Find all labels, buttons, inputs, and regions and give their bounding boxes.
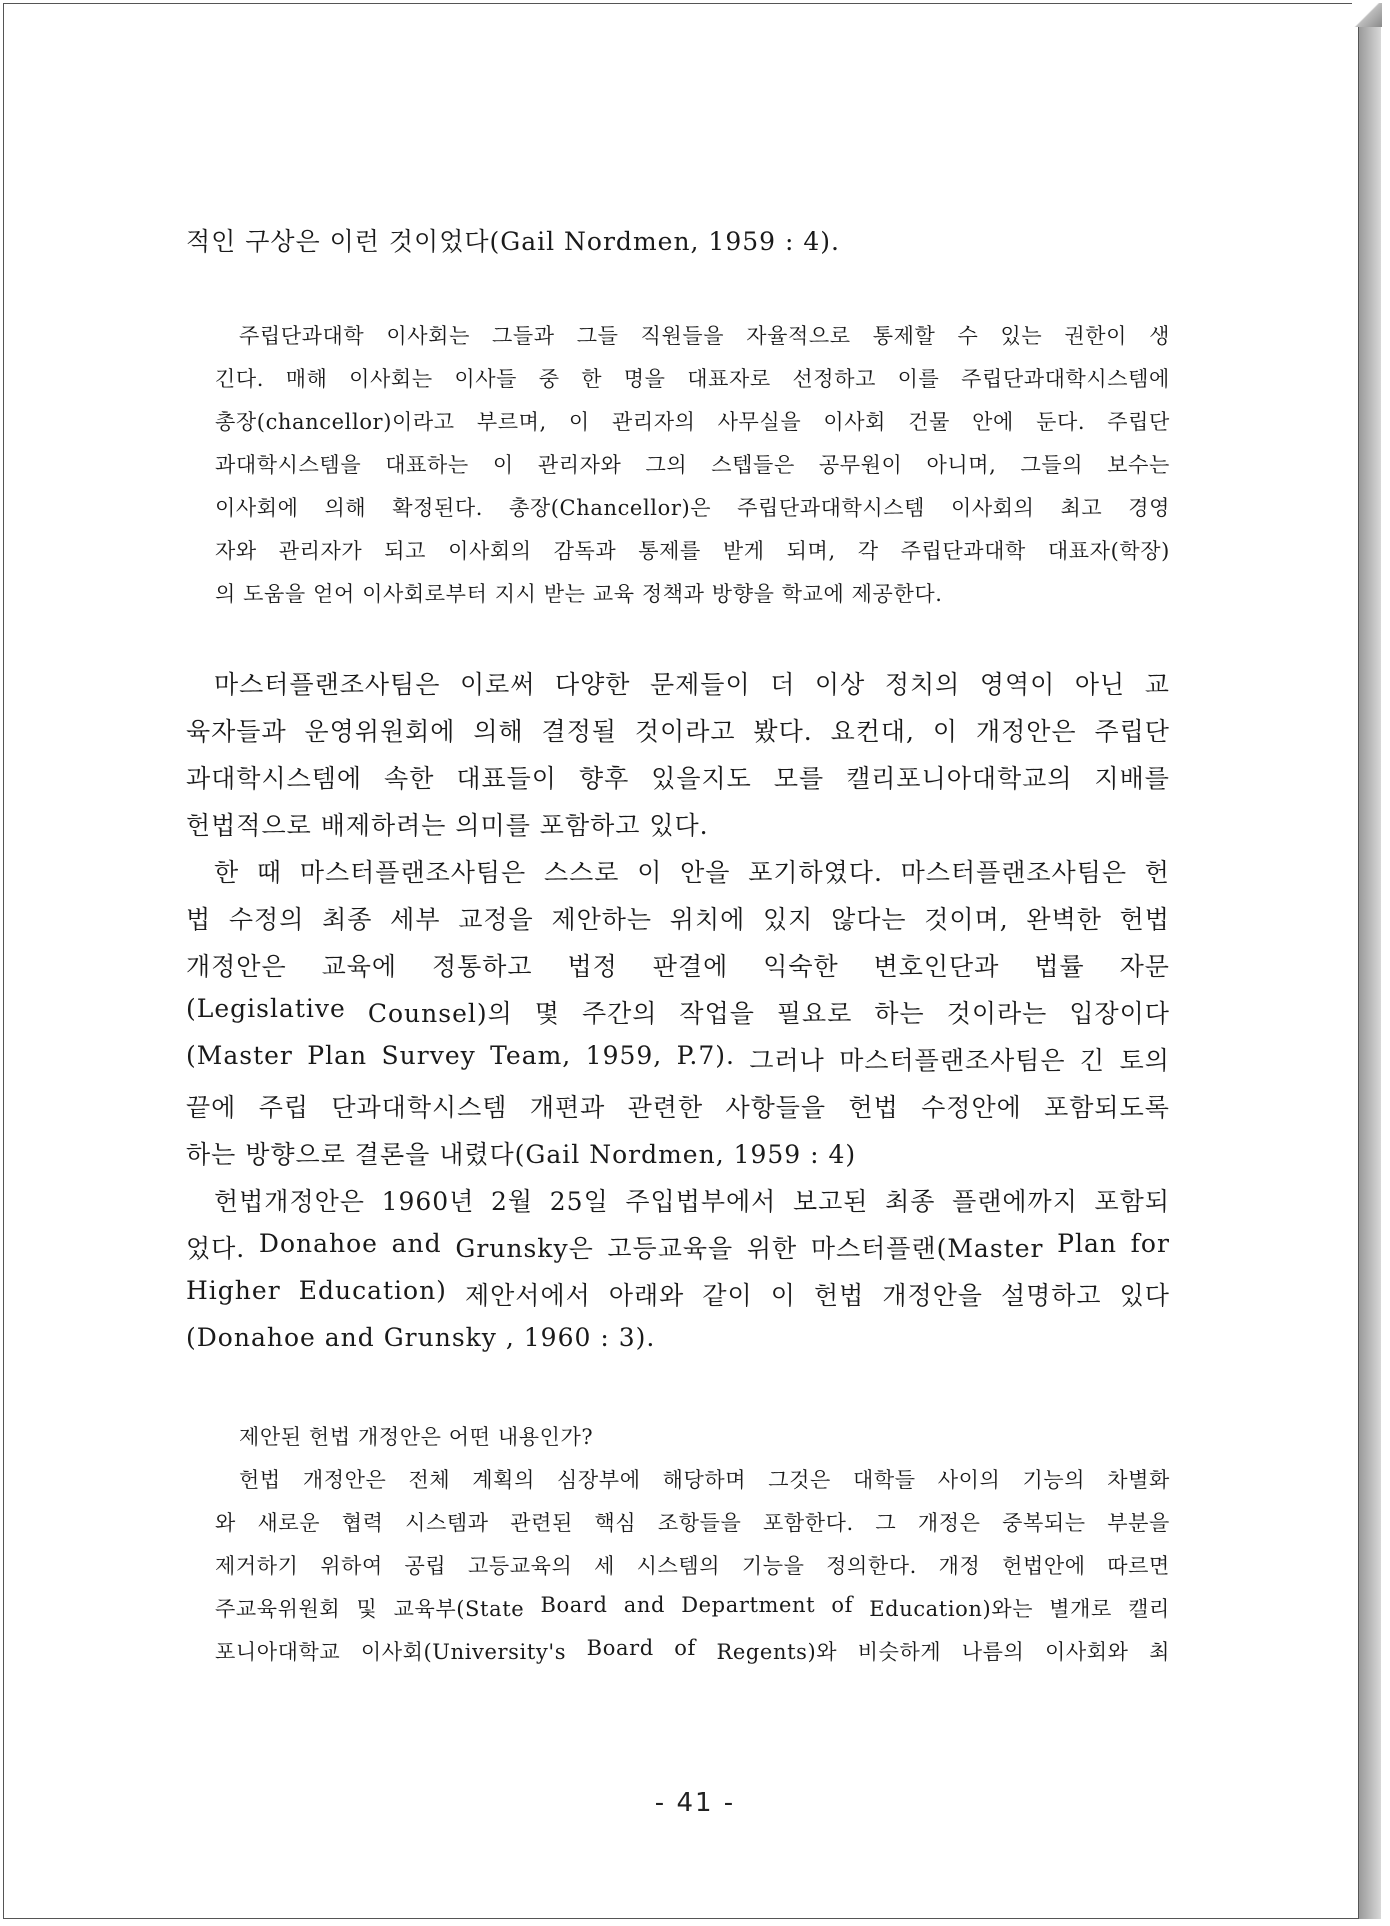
word: 계획의 bbox=[472, 1468, 535, 1492]
word: 포니아대학교 bbox=[215, 1640, 341, 1664]
word: Department bbox=[681, 1593, 816, 1617]
word: 결정될 bbox=[541, 717, 617, 746]
word: 마스터플랜조사팀은 bbox=[900, 858, 1128, 887]
word: Plan bbox=[1057, 1229, 1117, 1258]
word: and bbox=[623, 1593, 666, 1617]
word: 최고 bbox=[1060, 496, 1103, 520]
word: 것이라는 bbox=[946, 999, 1048, 1028]
word: 주립단 bbox=[1094, 717, 1170, 746]
word: 자와 bbox=[215, 539, 257, 563]
word: 영역이 bbox=[979, 670, 1056, 699]
word: 통제할 bbox=[872, 324, 936, 348]
word: 문제들이 bbox=[650, 670, 751, 699]
word: 작업을 bbox=[679, 999, 755, 1028]
word: 관리자와 bbox=[537, 453, 622, 477]
word: 포함한다. bbox=[762, 1511, 854, 1535]
word: 포함되도록 bbox=[1044, 1093, 1170, 1122]
word: 주립단과대학시스템에 bbox=[961, 367, 1170, 391]
word: 시스템과 bbox=[405, 1511, 489, 1535]
word: 이로써 bbox=[459, 670, 536, 699]
word: 매해 bbox=[285, 367, 328, 391]
word: 법정 bbox=[567, 952, 618, 981]
word: 하는 bbox=[874, 999, 925, 1028]
word: 위한 bbox=[746, 1234, 798, 1263]
word: 마스터플랜조사팀은 bbox=[299, 858, 527, 887]
word: 설명하고 bbox=[1000, 1281, 1102, 1310]
word: 위치에 bbox=[669, 905, 746, 934]
word: 교 bbox=[1144, 670, 1170, 699]
word: 스텝들은 bbox=[711, 453, 795, 477]
word: 나름의 bbox=[961, 1640, 1025, 1664]
word: 이사회는 bbox=[349, 367, 433, 391]
word: 플랜에까지 bbox=[952, 1187, 1078, 1216]
word: 이 bbox=[637, 858, 663, 887]
body-line bbox=[186, 994, 1170, 1030]
word: 헌법안에 bbox=[1002, 1554, 1086, 1578]
quote-line bbox=[215, 1636, 1170, 1666]
word: 안을 bbox=[680, 858, 731, 887]
word: 그러나 bbox=[749, 1046, 825, 1075]
word: 둔다. bbox=[1036, 410, 1086, 434]
quote-line: 의 도움을 얻어 이사회로부터 지시 받는 교육 정책과 방향을 학교에 제공한다. bbox=[215, 582, 943, 606]
word: 25일 bbox=[549, 1187, 609, 1216]
word: 지배를 bbox=[1094, 764, 1170, 793]
word: 1959, bbox=[585, 1041, 663, 1070]
quote-line bbox=[215, 1593, 1170, 1623]
word: 별개로 bbox=[1049, 1597, 1112, 1621]
word: 었다. bbox=[186, 1234, 246, 1263]
word: 세부 bbox=[390, 905, 441, 934]
word: 제안하는 bbox=[551, 905, 653, 934]
word: 개정안은 bbox=[186, 952, 287, 981]
word: 과대학시스템에 bbox=[186, 764, 363, 793]
word: 교정을 bbox=[458, 905, 534, 934]
word: 개정안은 bbox=[975, 717, 1077, 746]
word: 마스터플랜조사팀은 bbox=[839, 1046, 1066, 1075]
body-line: (Donahoe and Grunsky , 1960 : 3). bbox=[186, 1323, 656, 1352]
word: 각 bbox=[857, 539, 879, 563]
word: 단과대학시스템 bbox=[331, 1093, 508, 1122]
word: Education) bbox=[298, 1276, 447, 1305]
word: 주간의 bbox=[581, 999, 658, 1028]
word: 교육에 bbox=[321, 952, 398, 981]
body-line bbox=[186, 853, 1170, 889]
word: 선정하고 bbox=[792, 367, 876, 391]
word: 판결에 bbox=[652, 952, 729, 981]
quote-line bbox=[215, 449, 1170, 479]
word: 다양한 bbox=[554, 670, 631, 699]
word: 보수는 bbox=[1107, 453, 1170, 477]
word: 핵심 bbox=[594, 1511, 637, 1535]
word: 그들과 bbox=[492, 324, 555, 348]
word: 않다는 bbox=[831, 905, 907, 934]
word: 것이라고 bbox=[634, 717, 736, 746]
body-line bbox=[186, 900, 1170, 936]
word: 헌법 bbox=[239, 1468, 281, 1492]
word: 법 bbox=[186, 905, 212, 934]
quote-line bbox=[215, 1507, 1170, 1537]
word: (Master bbox=[186, 1041, 293, 1070]
word: 개편과 bbox=[529, 1093, 606, 1122]
word: 때 bbox=[256, 858, 283, 887]
word: 시스템의 bbox=[636, 1554, 721, 1578]
word: 및 bbox=[356, 1597, 378, 1621]
word: 봤다. bbox=[753, 717, 813, 746]
word: 관련한 bbox=[627, 1093, 704, 1122]
word: 과대학시스템을 bbox=[215, 453, 362, 477]
word: 대표하는 bbox=[385, 453, 469, 477]
word: 전체 bbox=[408, 1468, 451, 1492]
paragraph-line: 적인 구상은 이런 것이었다(Gail Nordmen, 1959 : 4). bbox=[186, 227, 840, 256]
word: 한 bbox=[214, 858, 240, 887]
word: Team, bbox=[490, 1041, 572, 1070]
word: Donahoe bbox=[258, 1229, 378, 1258]
word: 위하여 bbox=[320, 1554, 383, 1578]
word: 안에 bbox=[972, 410, 1014, 434]
quote-heading: 제안된 헌법 개정안은 어떤 내용인가? bbox=[239, 1425, 594, 1449]
word: 사무실을 bbox=[717, 410, 802, 434]
word: 이사회에 bbox=[215, 496, 299, 520]
body-line bbox=[186, 947, 1170, 983]
word: Board bbox=[540, 1593, 608, 1617]
quote-line bbox=[215, 320, 1170, 350]
word: 토의 bbox=[1119, 1046, 1170, 1075]
word: 이를 bbox=[897, 367, 940, 391]
word: 이사회와 bbox=[1044, 1640, 1129, 1664]
word: 총장(chancellor)이라고 bbox=[215, 410, 455, 434]
word: 기능을 bbox=[741, 1554, 805, 1578]
word: 캘리 bbox=[1128, 1597, 1170, 1621]
word: 수 bbox=[957, 324, 979, 348]
word: 그 bbox=[875, 1511, 897, 1535]
word: 명을 bbox=[623, 367, 666, 391]
word: Counsel)의 bbox=[367, 999, 513, 1028]
word: 제안서에서 bbox=[465, 1281, 591, 1310]
word: 헌법 bbox=[813, 1281, 865, 1310]
word: 요컨대, bbox=[830, 717, 915, 746]
word: 주교육위원회 bbox=[215, 1597, 341, 1621]
word: 변호인단과 bbox=[873, 952, 1000, 981]
word: 되며, bbox=[786, 539, 836, 563]
word: 향후 bbox=[578, 764, 630, 793]
quote-line bbox=[215, 1550, 1170, 1580]
word: 이상 bbox=[814, 670, 866, 699]
body-line bbox=[186, 1182, 1170, 1218]
word: 조항들을 bbox=[657, 1511, 742, 1535]
word: 관리자의 bbox=[611, 410, 696, 434]
word: 중복되는 bbox=[1002, 1511, 1086, 1535]
word: 관련된 bbox=[510, 1511, 573, 1535]
word: 고등교육을 bbox=[607, 1234, 734, 1263]
word: 이 bbox=[770, 1281, 796, 1310]
word: 최종 bbox=[885, 1187, 936, 1216]
word: 아래와 bbox=[608, 1281, 685, 1310]
word: 운영위원회에 bbox=[304, 717, 456, 746]
quote-line bbox=[215, 535, 1170, 565]
word: 아니며, bbox=[926, 453, 997, 477]
word: 개정안을 bbox=[882, 1281, 983, 1310]
word: 최 bbox=[1149, 1640, 1170, 1664]
word: 주립단과대학시스템 bbox=[737, 496, 926, 520]
page-number: - 41 - bbox=[654, 1788, 736, 1818]
word: 2월 bbox=[491, 1187, 534, 1216]
word: 확정된다. bbox=[392, 496, 484, 520]
body-line bbox=[186, 759, 1170, 795]
word: Higher bbox=[186, 1276, 281, 1305]
word: 세 bbox=[594, 1554, 615, 1578]
word: 수정안에 bbox=[921, 1093, 1022, 1122]
word: 그것은 bbox=[768, 1468, 831, 1492]
word: and bbox=[391, 1229, 442, 1258]
word: 이사회의 bbox=[448, 539, 532, 563]
word: 공무원이 bbox=[818, 453, 903, 477]
word: for bbox=[1130, 1229, 1170, 1258]
word: 긴다. bbox=[215, 367, 265, 391]
word: 협력 bbox=[341, 1511, 384, 1535]
word: 이사들 bbox=[454, 367, 518, 391]
word: 비슷하게 bbox=[857, 1640, 942, 1664]
word: P.7). bbox=[676, 1041, 735, 1070]
word: 차별화 bbox=[1107, 1468, 1170, 1492]
word: 법률 bbox=[1034, 952, 1085, 981]
word: 대학들 bbox=[852, 1468, 916, 1492]
quote-line bbox=[215, 1464, 1170, 1494]
word: 이사회(University's bbox=[360, 1640, 567, 1664]
word: 받게 bbox=[722, 539, 765, 563]
word: 있는 bbox=[1000, 324, 1043, 348]
word: 이 bbox=[492, 453, 514, 477]
word: 기능의 bbox=[1022, 1468, 1086, 1492]
word: 개정 bbox=[938, 1554, 981, 1578]
word: 스스로 bbox=[543, 858, 620, 887]
word: of bbox=[674, 1636, 696, 1660]
word: 육자들과 bbox=[186, 717, 287, 746]
word: Regents)와 bbox=[716, 1640, 838, 1664]
word: 부르며, bbox=[476, 410, 547, 434]
word: 캘리포니아대학교의 bbox=[846, 764, 1073, 793]
word: 헌법 bbox=[848, 1093, 899, 1122]
word: 한 bbox=[581, 367, 603, 391]
word: 입장이다 bbox=[1069, 999, 1170, 1028]
word: 완벽한 bbox=[1026, 905, 1102, 934]
word: 되고 bbox=[384, 539, 427, 563]
body-line: 헌법적으로 배제하려는 의미를 포함하고 있다. bbox=[186, 811, 709, 840]
word: 더 bbox=[770, 670, 796, 699]
word: 있다 bbox=[1119, 1281, 1170, 1310]
word: 감독과 bbox=[553, 539, 617, 563]
word: 이사회의 bbox=[951, 496, 1035, 520]
word: 주입법부에서 bbox=[625, 1187, 777, 1216]
word: 해당하며 bbox=[662, 1468, 747, 1492]
word: 필요로 bbox=[776, 999, 853, 1028]
word: 같이 bbox=[702, 1281, 753, 1310]
word: 대표자(학장) bbox=[1047, 539, 1170, 563]
word: 새로운 bbox=[257, 1511, 321, 1535]
word: 대표자로 bbox=[687, 367, 771, 391]
word: 아닌 bbox=[1074, 670, 1126, 699]
word: 최종 bbox=[322, 905, 373, 934]
word: 헌법개정안은 bbox=[214, 1187, 365, 1216]
word: 대표들이 bbox=[456, 764, 557, 793]
word: 경영 bbox=[1128, 496, 1170, 520]
word: 헌 bbox=[1144, 858, 1170, 887]
word: 1960년 bbox=[381, 1187, 475, 1216]
word: 직원들을 bbox=[640, 324, 725, 348]
word: Board bbox=[586, 1636, 654, 1660]
word: 제거하기 bbox=[215, 1554, 299, 1578]
body-line bbox=[186, 1041, 1170, 1077]
word: of bbox=[831, 1593, 854, 1617]
word: 교육부(State bbox=[393, 1597, 525, 1621]
word: 이사회 bbox=[823, 410, 887, 434]
word: 그의 bbox=[645, 453, 688, 477]
word: 주립단 bbox=[1107, 410, 1170, 434]
word: 수정의 bbox=[228, 905, 305, 934]
word: 이 bbox=[932, 717, 959, 746]
page-curl-corner bbox=[1352, 3, 1382, 27]
body-line bbox=[186, 1229, 1170, 1265]
word: 부분을 bbox=[1107, 1511, 1170, 1535]
word: 주립단과대학 bbox=[239, 324, 365, 348]
word: 생 bbox=[1149, 324, 1170, 348]
word: 총장(Chancellor)은 bbox=[508, 496, 712, 520]
quote-line bbox=[215, 492, 1170, 522]
word: 있지 bbox=[763, 905, 814, 934]
word: 속한 bbox=[384, 764, 435, 793]
word: 포함되 bbox=[1094, 1187, 1170, 1216]
body-line bbox=[186, 712, 1170, 748]
quote-line bbox=[215, 406, 1170, 436]
word: 마스터플랜(Master bbox=[810, 1234, 1044, 1263]
word: (Legislative bbox=[186, 994, 346, 1023]
word: 몇 bbox=[534, 999, 560, 1028]
word: 주립단과대학 bbox=[900, 539, 1026, 563]
word: 의해 bbox=[324, 496, 367, 520]
word: 사이의 bbox=[937, 1468, 1001, 1492]
word: 긴 bbox=[1080, 1046, 1106, 1075]
word: 포기하였다. bbox=[748, 858, 883, 887]
word: 이사회는 bbox=[386, 324, 470, 348]
body-line bbox=[186, 1088, 1170, 1124]
word: 보고된 bbox=[792, 1187, 869, 1216]
word: 고등교육의 bbox=[467, 1554, 573, 1578]
word: 따르면 bbox=[1107, 1554, 1170, 1578]
word: 와 bbox=[215, 1511, 236, 1535]
body-line bbox=[186, 665, 1170, 701]
word: 것이며, bbox=[924, 905, 1009, 934]
word: 그들의 bbox=[1020, 453, 1084, 477]
word: 건물 bbox=[908, 410, 950, 434]
word: 헌법 bbox=[1119, 905, 1170, 934]
word: 끝에 bbox=[186, 1093, 237, 1122]
word: 자율적으로 bbox=[746, 324, 851, 348]
body-line bbox=[186, 1276, 1170, 1312]
word: 관리자가 bbox=[278, 539, 363, 563]
word: 권한이 bbox=[1064, 324, 1128, 348]
word: 그들 bbox=[576, 324, 619, 348]
body-line: 하는 방향으로 결론을 내렸다(Gail Nordmen, 1959 : 4) bbox=[186, 1140, 857, 1169]
word: 사항들을 bbox=[725, 1093, 827, 1122]
word: Grunsky은 bbox=[455, 1234, 594, 1263]
word: Plan bbox=[307, 1041, 368, 1070]
word: 개정은 bbox=[917, 1511, 981, 1535]
word: 심장부에 bbox=[557, 1468, 641, 1492]
word: 마스터플랜조사팀은 bbox=[214, 670, 441, 699]
word: 개정안은 bbox=[302, 1468, 387, 1492]
word: 중 bbox=[538, 367, 560, 391]
word: 모를 bbox=[773, 764, 825, 793]
page-edge-shadow bbox=[1359, 14, 1381, 1919]
word: 통제를 bbox=[638, 539, 701, 563]
quote-line bbox=[215, 363, 1170, 393]
word: 공립 bbox=[404, 1554, 447, 1578]
word: Education)와는 bbox=[869, 1597, 1034, 1621]
word: 자문 bbox=[1119, 952, 1170, 981]
word: 정의한다. bbox=[826, 1554, 917, 1578]
word: 주립 bbox=[258, 1093, 309, 1122]
word: 정통하고 bbox=[431, 952, 533, 981]
word: 있을지도 bbox=[651, 764, 752, 793]
word: Survey bbox=[381, 1041, 476, 1070]
word: 정치의 bbox=[884, 670, 961, 699]
word: 익숙한 bbox=[763, 952, 839, 981]
word: 의해 bbox=[473, 717, 524, 746]
word: 이 bbox=[568, 410, 590, 434]
